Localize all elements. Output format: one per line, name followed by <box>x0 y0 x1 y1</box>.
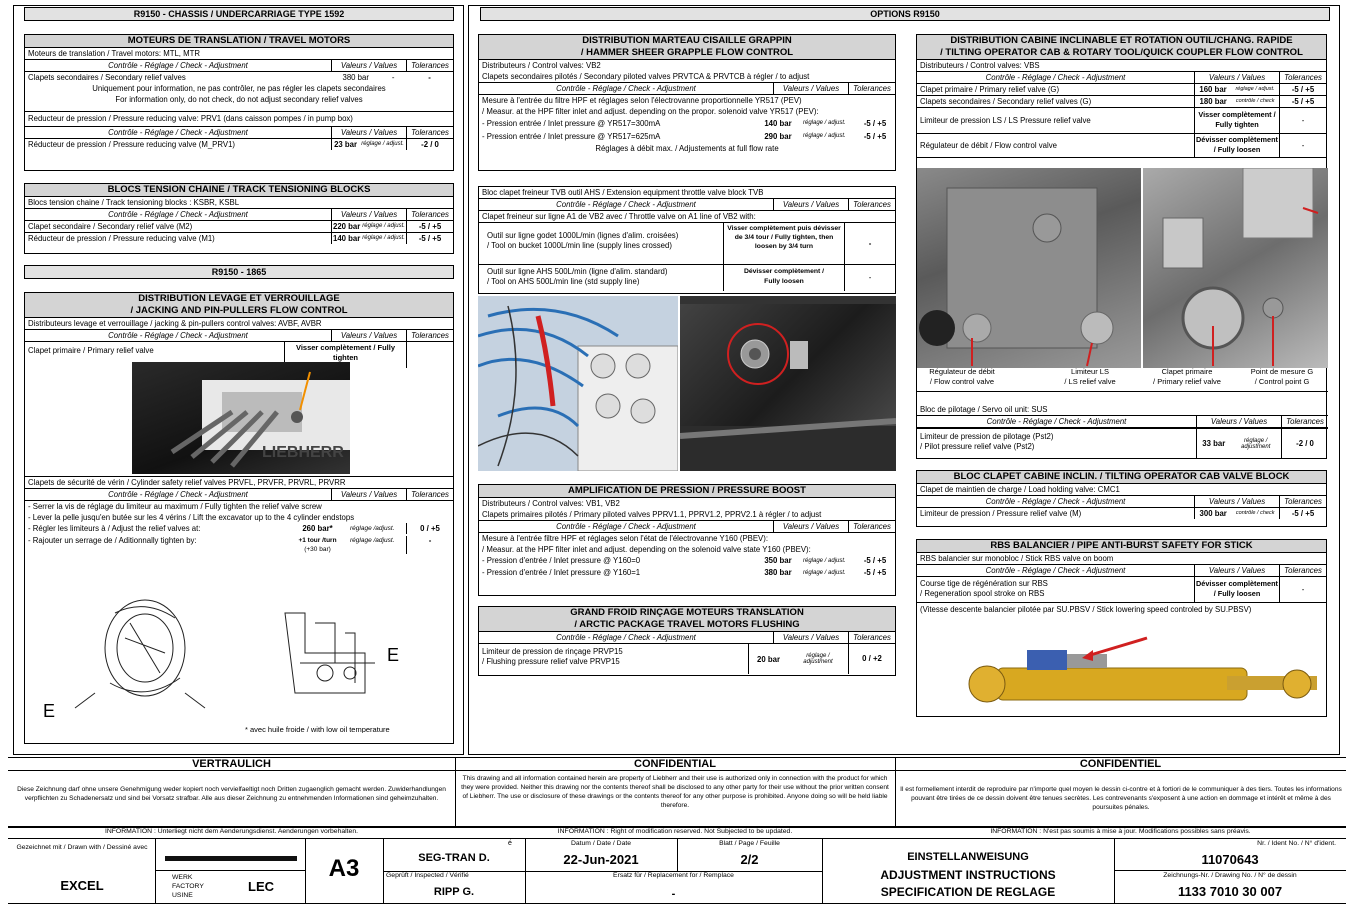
de-text: Diese Zeichnung darf ohne unsere Genehmigung weder kopiert noch vervielfaeltigt noch Dritten zugaenglich gemacht werden. Zuwiderhandlungen verpflichten zu Schadenersatz und sind bei Vorsatz strafbar. Alle aus dieser Zeichnung zu entnehmenden Informationen sind geheimzuhalten. <box>17 786 446 802</box>
boost-dist: Distributeurs / Control valves: VB1, VB2 <box>482 499 620 508</box>
track-blocks: Blocs tension chaine / Track tensioning blocks : KSBR, KSBL <box>25 197 453 209</box>
measure-note: Mesure à l'entrée du filtre HPF et réglages selon l'électrovanne proportionnelle YR517 (PEV) <box>482 96 802 105</box>
valve-block-photo-right <box>1143 168 1328 368</box>
cylinder-drawing <box>35 593 445 733</box>
track-title: BLOCS TENSION CHAINE / TRACK TENSIONING BLOCKS <box>25 184 453 197</box>
valve-block-photo <box>132 362 350 474</box>
boost-prim: Clapets primaires pilotés / Primary piloted valves PPRV1.1, PPRV1.2, PPRV2.1 à régler / to adjust <box>479 509 895 521</box>
e-mark: é <box>508 840 512 847</box>
primary-value: Visser complètement / Fully tighten <box>284 342 406 368</box>
doc-title-fr: SPECIFICATION DE REGLAGE <box>880 885 1056 899</box>
table-row: Clapet secondaire / Secondary relief valve (M2) 220 bar réglage / adjust. -5 / +5 <box>25 221 453 233</box>
stick-cylinder-photo <box>967 628 1317 716</box>
drawing-no-label: Zeichnungs-Nr. / Drawing No. / N° de dessin <box>1163 872 1297 879</box>
note: Uniquement pour information, ne pas contrôler, ne pas régler les clapets secondaires <box>92 84 386 93</box>
date-label: Datum / Date / Date <box>570 840 632 847</box>
caption-ls-relief: Limiteur LS / LS relief valve <box>1064 367 1116 386</box>
drawn-with: EXCEL <box>60 878 104 893</box>
reducer-label: Reducteur de pression / Pressure reducing valve: PRV1 (dans caisson pompes / in pump box) <box>25 112 453 127</box>
inspected-label: Geprüft / Inspected / Vérifié <box>386 872 469 879</box>
travel-motors-label: Moteurs de translation / Travel motors: MTL, MTR <box>25 48 453 60</box>
tvb-title: Bloc clapet freineur TVB outil AHS / Extension equipment throttle valve block TVB <box>479 187 895 199</box>
cab-valve-hold: Clapet de maintien de charge / Load holding valve: CMC1 <box>917 484 1326 496</box>
hydraulic-3d-photo <box>478 296 678 471</box>
jacking-section: DISTRIBUTION LEVAGE ET VERROUILLAGE / JACKING AND PIN-PULLERS FLOW CONTROL Distributeurs levage et verrouillage / jacking & pin-pullers control valves: AVBF, AVBR Contrôle - Réglage / Check - Adjustment Valeurs / Values Tolerances Clapet primaire / Primary relief valve Visser complètement / Fully tighten LIEBHERR Clapets de sécurité de vérin / Cylinder safety relief valves PRVFL, PRVFR, PRVRL, PRVRR Contrôle - Réglage / Check - Adjustment Valeurs / Values Tolerances - Serrer la vis de réglage du limiteur au maximum / Fully tighten the relief valve screw - Lever la pelle jusqu'en butée sur les 4 vérins / Lift the excavator up to the 4 cylinder endstops - Régler les limiteurs à / Adjust the relief valves at: 260 bar* réglage /adjust. 0 / +5 - Rajouter un serrage de / Aditionnally tighten by: +1 tour /turn (+30 bar) réglage /adjust. - E E * avec huile froide / with low oil temperature <box>24 292 454 744</box>
date: 22-Jun-2021 <box>563 852 639 867</box>
confidentiel-title: CONFIDENTIEL <box>895 758 1346 771</box>
rbs-section: RBS BALANCIER / PIPE ANTI-BURST SAFETY FOR STICK RBS balancier sur monobloc / Stick RBS valve on boom Contrôle - Réglage / Check - Adjustment Valeurs / Values Tolerances Course tige de régénération sur RBS / Regeneration spool stroke on RBS Dévisser complètement / Fully loosen - (Vitesse descente balancier pilotée par SU.PBSV / Stick lowering speed controled by SU.PBSV) <box>916 539 1327 717</box>
sheet: 2/2 <box>740 852 759 867</box>
col-header: Contrôle - Réglage / Check - Adjustment Valeurs / Values Tolerances <box>25 330 453 342</box>
servo-label: Bloc de pilotage / Servo oil unit: SUS <box>917 404 1328 416</box>
vertraulich-title: VERTRAULICH <box>8 758 455 771</box>
col-header: Contrôle - Réglage / Check - Adjustment Valeurs / Values Tolerances <box>479 521 895 533</box>
col-header: Contrôle - Réglage / Check - Adjustment Valeurs / Values Tolerances <box>917 416 1328 428</box>
col-header: Contrôle - Réglage / Check - Adjustment Valeurs / Values Tolerances <box>479 83 895 95</box>
col-header: Contrôle - Réglage / Check - Adjustment Valeurs / Values Tolerances <box>25 489 453 501</box>
hammer-sec: Clapets secondaires pilotés / Secondary piloted valves PRVTCA & PRVTCB à régler / to adjust <box>479 71 895 83</box>
step: - Régler les limiteurs à / Adjust the relief valves at: <box>28 524 201 533</box>
rbs-title: RBS BALANCIER / PIPE ANTI-BURST SAFETY FOR STICK <box>917 540 1326 553</box>
measure-note: / Measur. at the HPF filter inlet and adjust. depending on the propor. solenoid valve YR517 (PEV): <box>482 107 819 116</box>
jacking-title: DISTRIBUTION LEVAGE ET VERROUILLAGE / JACKING AND PIN-PULLERS FLOW CONTROL <box>25 293 453 318</box>
col-header: Contrôle - Réglage / Check - Adjustment Valeurs / Values Tolerances <box>25 127 453 139</box>
table-row: Clapets secondaires / Secondary relief valves 380 bar - - <box>28 73 431 82</box>
arctic-section: GRAND FROID RINÇAGE MOTEURS TRANSLATION / ARCTIC PACKAGE TRAVEL MOTORS FLUSHING Contrôle - Réglage / Check - Adjustment Valeurs / Values Tolerances Limiteur de pression de rinçage PRVP15 / Flushing pressure relief valve PRVP15 20 bar réglage / adjustment 0 / +2 <box>478 606 896 676</box>
ident-number: 11070643 <box>1201 852 1259 867</box>
table-row: Limiteur de pression / Pressure relief valve (M) 300 bar contrôle / check -5 / +5 <box>917 508 1326 519</box>
fr-text: Il est formellement interdit de reproduire par n'importe quel moyen le dessin ci-contre et à fortiori de le communiquer à des tiers. Toutes les informations pouvant être tirées de ce dessin doivent être tenues secrètes. Les contrevenants s'exposent à une action en dommage et intérêt et même à des poursuites pénales. <box>900 786 1342 811</box>
track-tensioning-section <box>24 183 454 254</box>
cab-valve-section <box>916 470 1327 527</box>
e-label: E <box>43 701 56 721</box>
table-row: Réducteur de pression / Pressure reducing valve (M_PRV1) 23 bar réglage / adjust. -2 / 0 <box>25 139 453 150</box>
caption-primary-relief: Clapet primaire / Primary relief valve <box>1153 367 1221 386</box>
drawing-number: 1133 7010 30 007 <box>1177 884 1283 899</box>
confidential-title: CONFIDENTIAL <box>455 758 895 771</box>
step: - Rajouter un serrage de / Aditionnally tighten by: <box>28 536 197 545</box>
boost-title: AMPLIFICATION DE PRESSION / PRESSURE BOOST <box>479 485 895 498</box>
col-header: Contrôle - Réglage / Check - Adjustment Valeurs / Values Tolerances <box>917 565 1326 577</box>
rbs-line: RBS balancier sur monobloc / Stick RBS valve on boom <box>917 553 1326 565</box>
tvb-section: Bloc clapet freineur TVB outil AHS / Extension equipment throttle valve block TVB Contrôle - Réglage / Check - Adjustment Valeurs / Values Tolerances Clapet freineur sur ligne A1 de VB2 avec / Throttle valve on A1 line of VB2 with: Outil sur ligne godet 1000L/min (lignes d'alim. croisées) / Tool on bucket 1000L/min line (supply lines crossed) Visser complètement puis dévisser de 3/4 tour / Fully tighten, then loosen by 3/4 turn - Outil sur ligne AHS 500L/min (ligne d'alim. standard) / Tool on AHS 500L/min line (std supply line) Dévisser complètement / Fully loosen - <box>478 186 896 294</box>
col-header: Contrôle - Réglage / Check - Adjustment Valeurs / Values Tolerances <box>479 199 895 211</box>
col-header: Contrôle - Réglage / Check - Adjustment Valeurs / Values Tolerances <box>25 60 453 72</box>
valve-closeup-photo <box>680 296 896 471</box>
table-row: Réducteur de pression / Pressure reducing valve (M1) 140 bar réglage / adjust. -5 / +5 <box>25 233 453 244</box>
inspected-by: RIPP G. <box>433 886 475 898</box>
boost-section: AMPLIFICATION DE PRESSION / PRESSURE BOOST Distributeurs / Control valves: VB1, VB2 Clapets primaires pilotés / Primary piloted valves PPRV1.1, PPRV1.2, PPRV2.1 à régler / to adjust Contrôle - Réglage / Check - Adjustment Valeurs / Values Tolerances Mesure à l'entrée filtre HPF et réglages selon l'état de l'électrovanne Y160 (PBEV): / Measur. at the HPF filter inlet and adjust. depending on the solenoid valve state Y160 (PBEV): - Pression d'entrée / Inlet pressure @ Y160=0 350 bar réglage / adjust. -5 / +5 - Pression d'entrée / Inlet pressure @ Y160=1 380 bar réglage / adjust. -5 / +5 <box>478 484 896 596</box>
cab-valve-title: BLOC CLAPET CABINE INCLIN. / TILTING OPERATOR CAB VALVE BLOCK <box>917 471 1326 484</box>
doc-title-en: ADJUSTMENT INSTRUCTIONS <box>880 868 1056 882</box>
arctic-title: GRAND FROID RINÇAGE MOTEURS TRANSLATION / ARCTIC PACKAGE TRAVEL MOTORS FLUSHING <box>479 607 895 632</box>
en-info: INFORMATION : Right of modification reserved. Not Subjected to be updated. <box>557 828 793 835</box>
drawn-with-label: Gezeichnet mit / Drawn with / Dessiné avec <box>16 844 148 851</box>
col-header: Contrôle - Réglage / Check - Adjustment Valeurs / Values Tolerances <box>479 632 895 644</box>
full-flow-note: Réglages à débit max. / Adjustements at full flow rate <box>595 144 779 153</box>
right-title: OPTIONS R9150 <box>480 7 1330 21</box>
hammer-dist: Distributeurs / Control valves: VB2 <box>482 61 601 70</box>
footnote: * avec huile froide / with low oil temperature <box>245 725 390 733</box>
de-info: INFORMATION : Unterliegt nicht dem Aenderungsdienst. Aenderungen vorbehalten. <box>104 828 358 835</box>
tilting-section: DISTRIBUTION CABINE INCLINABLE ET ROTATION OUTIL/CHANG. RAPIDE / TILTING OPERATOR CAB & ROTARY TOOL/QUICK COUPLER FLOW CONTROL Distributeurs / Control valves: VBS Contrôle - Réglage / Check - Adjustment Valeurs / Values Tolerances Clapet primaire / Primary relief valve (G) 160 bar réglage / adjust. -5 / +5 Clapets secondaires / Secondary relief valves (G) 180 bar contrôle / check -5 / +5 Limiteur de pression LS / LS Pressure relief valve Visser complètement / Fully tighten - Régulateur de débit / Flow control valve Dévisser complètement / Fully loosen - Régulateur de débit / Flow control valve Limiteur LS / LS relief valve Clapet primaire / Primary relief valve Point de mesure G / Control point G Bloc de pilotage / Servo oil unit: SUS Contrôle - Réglage / Check - Adjustment Valeurs / Values Tolerances Limiteur de pression de pilotage (Pst2) / Pilot pressure relief valve (Pst2) 33 bar réglage / adjustment -2 / 0 <box>916 34 1327 459</box>
travel-motors-title: MOTEURS DE TRANSLATION / TRAVEL MOTORS <box>25 35 453 48</box>
hammer-section: DISTRIBUTION MARTEAU CISAILLE GRAPPIN / HAMMER SHEER GRAPPLE FLOW CONTROL Distributeurs / Control valves: VB2 Clapets secondaires pilotés / Secondary piloted valves PRVTCA & PRVTCB à régler / to adjust Contrôle - Réglage / Check - Adjustment Valeurs / Values Tolerances Mesure à l'entrée du filtre HPF et réglages selon l'électrovanne proportionnelle YR517 (PEV) / Measur. at the HPF filter inlet and adjust. depending on the propor. solenoid valve YR517 (PEV): - Pression entrée / Inlet pressure @ YR517=300mA 140 bar réglage / adjust. -5 / +5 - Pression entrée / Inlet pressure @ YR517=625mA 290 bar réglage / adjust. -5 / +5 Réglages à débit max. / Adjustements at full flow rate <box>478 34 896 171</box>
note: For information only, do not check, do not adjust secondary relief valves <box>25 94 453 112</box>
werk-label: WERK FACTORY USINE <box>172 874 204 899</box>
factory: LEC <box>248 879 274 894</box>
step: - Serrer la vis de réglage du limiteur au maximum / Fully tighten the relief valve screw <box>28 502 322 511</box>
tilting-title: DISTRIBUTION CABINE INCLINABLE ET ROTATION OUTIL/CHANG. RAPIDE / TILTING OPERATOR CAB & ROTARY TOOL/QUICK COUPLER FLOW CONTROL <box>917 35 1326 60</box>
mid-title: R9150 - 1865 <box>24 265 454 279</box>
col-header: Contrôle - Réglage / Check - Adjustment Valeurs / Values Tolerances <box>917 496 1326 508</box>
primary-relief-label: Clapet primaire / Primary relief valve <box>28 346 154 355</box>
step: - Lever la pelle jusqu'en butée sur les 4 vérins / Lift the excavator up to the 4 cylinder endstops <box>28 513 355 522</box>
ident-label: Nr. / Ident No. / N° d'ident. <box>1257 840 1336 847</box>
valve-block-photo-left <box>917 168 1141 368</box>
hammer-title: DISTRIBUTION MARTEAU CISAILLE GRAPPIN / HAMMER SHEER GRAPPLE FLOW CONTROL <box>479 35 895 60</box>
drawn-by: SEG-TRAN D. <box>418 852 490 864</box>
travel-motors-section <box>24 34 454 171</box>
sheet-label: Blatt / Page / Feuille <box>719 840 780 847</box>
safety-label: Clapets de sécurité de vérin / Cylinder safety relief valves PRVFL, PRVFR, PRVRL, PRVRR <box>25 477 453 489</box>
e-label: E <box>387 645 400 665</box>
caption-control-point: Point de mesure G / Control point G <box>1250 367 1314 386</box>
caption-flow-control: Régulateur de débit / Flow control valve <box>929 367 995 386</box>
redacted-bar <box>165 856 297 861</box>
replaces-label: Ersatz für / Replacement for / Remplace <box>613 872 734 879</box>
tvb-line: Clapet freineur sur ligne A1 de VB2 avec / Throttle valve on A1 line of VB2 with: <box>479 211 895 223</box>
en-text: This drawing and all information contained herein are property of Liebherr and their use is authorized only in connection with the product for which they were provided. Neither this drawing nor the contents thereof shall be disclosed to any other party for their use without the prior written consent of Liebherr. The use or disclosure of these drawings or the contents thereof for any other purpose is prohibited. Anyone doing so will be held liable therefore. <box>461 775 889 809</box>
svg-text:LIEBHERR: LIEBHERR <box>262 444 344 461</box>
doc-title-de: EINSTELLANWEISUNG <box>907 851 1029 863</box>
tilting-dist: Distributeurs / Control valves: VBS <box>917 60 1326 72</box>
col-header: Contrôle - Réglage / Check - Adjustment Valeurs / Values Tolerances <box>25 209 453 221</box>
replaces: - <box>671 888 676 900</box>
fr-info: INFORMATION : N'est pas soumis à mise à jour. Modifications possibles sans préavis. <box>990 828 1251 835</box>
col-header: Contrôle - Réglage / Check - Adjustment Valeurs / Values Tolerances <box>917 72 1326 84</box>
paper-size: A3 <box>328 855 360 882</box>
left-title: R9150 - CHASSIS / UNDERCARRIAGE TYPE 1592 <box>24 7 454 21</box>
rbs-note: (Vitesse descente balancier pilotée par SU.PBSV / Stick lowering speed controled by SU.PBSV) <box>920 605 1252 614</box>
jacking-dist: Distributeurs levage et verrouillage / jacking & pin-pullers control valves: AVBF, AVBR <box>25 318 453 330</box>
